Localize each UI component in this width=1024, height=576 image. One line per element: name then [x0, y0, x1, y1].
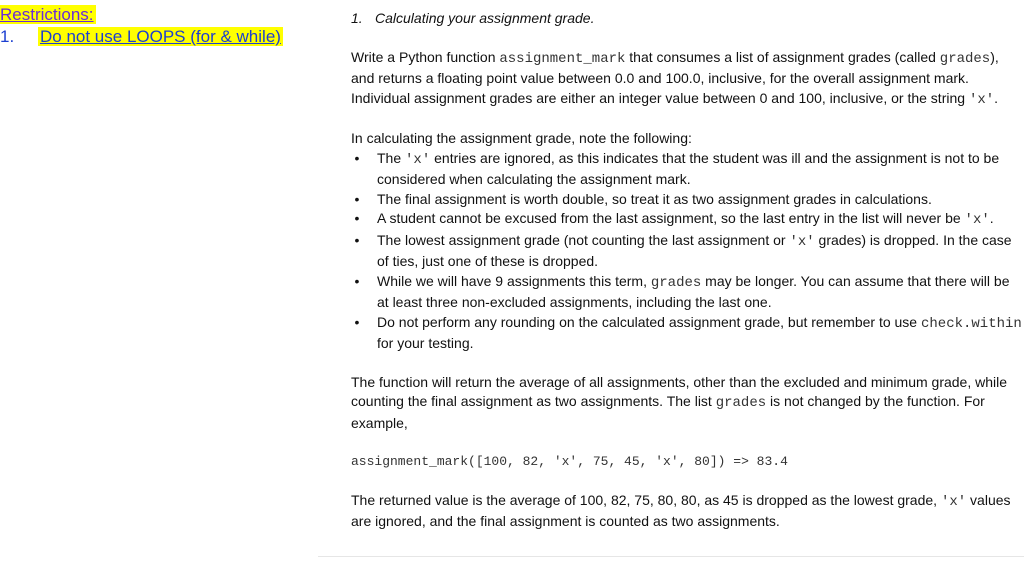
x-string-code: 'x'	[940, 493, 967, 510]
bullet-text: A student cannot be excused from the last assignment, so the last entry in the list will never be	[377, 210, 965, 226]
list-item	[351, 190, 1023, 210]
list-item	[351, 313, 1023, 354]
grades-code: grades	[650, 274, 702, 291]
intro-text-3: ), and returns a floating point value between 0.0 and 100.0, inclusive, for the overall assignment mark. Individual assignment grades are either an integer value between 0 and 100, inclusive, or the string	[351, 48, 999, 106]
bullet-icon: •	[354, 149, 360, 166]
notes-intro: In calculating the assignment grade, note the following:	[351, 130, 692, 146]
intro-text-1: Write a Python function	[351, 48, 500, 65]
intro-paragraph	[351, 48, 1023, 111]
x-string-code: 'x'	[964, 212, 990, 228]
bullet-text: entries are ignored, as this indicates that the student was ill and the assignment is not to be considered when calculating the assignment mark.	[377, 149, 1000, 187]
list-item	[351, 209, 1023, 231]
returned-text-1: The returned value is the average of 100, 82, 75, 80, 80, as 45 is dropped as the lowest grade,	[351, 491, 941, 508]
page-divider	[318, 556, 1024, 557]
restriction-number: 1.	[0, 27, 15, 46]
result-text-1: The function will return the average of all assignments, other than the excluded and minimum grade, while counting the final assignment as two assignments. The list	[351, 373, 1008, 409]
grades-code: grades	[715, 395, 767, 411]
bullet-icon: •	[354, 231, 360, 248]
bullet-icon: •	[354, 313, 360, 330]
returned-paragraph	[351, 491, 1023, 532]
result-paragraph	[351, 373, 1023, 434]
x-string-code: 'x'	[405, 151, 431, 168]
list-item	[351, 231, 1023, 272]
heading-text: Calculating your assignment grade.	[375, 10, 595, 26]
grades-code: grades	[939, 50, 991, 67]
bullet-icon: •	[354, 272, 360, 289]
returned-text-2: values are ignored, and the final assignment is counted as two assignments.	[351, 491, 1011, 529]
bullet-text: While we will have 9 assignments this term,	[377, 272, 651, 289]
bullet-text: The lowest assignment grade (not counting the last assignment or	[377, 231, 790, 248]
bullet-text: .	[989, 210, 994, 226]
result-text-2: is not changed by the function. For example,	[351, 393, 985, 431]
notes-list	[351, 149, 1023, 354]
x-string-code: 'x'	[789, 233, 815, 250]
bullet-text: The	[377, 149, 406, 166]
check-within-code: check.within	[920, 315, 1022, 332]
intro-text-4: .	[994, 89, 999, 106]
bullet-icon: •	[354, 210, 360, 226]
question-heading	[351, 9, 1023, 29]
restriction-item	[0, 26, 283, 48]
heading-number: 1.	[351, 10, 363, 26]
example-code: assignment_mark([100, 82, 'x', 75, 45, 'x', 80]) => 83.4	[351, 454, 788, 469]
bullet-text: The final assignment is worth double, so treat it as two assignment grades in calculations.	[377, 190, 932, 207]
list-item	[351, 149, 1023, 190]
bullet-text: Do not perform any rounding on the calculated assignment grade, but remember to use	[377, 313, 921, 330]
restrictions-note	[0, 4, 283, 48]
list-item	[351, 272, 1023, 313]
bullet-text: grades) is dropped. In the case of ties, just one of these is dropped.	[377, 231, 1012, 269]
restrictions-title: Restrictions:	[0, 5, 94, 24]
bullet-icon: •	[354, 190, 360, 207]
restriction-text: Do not use LOOPS (for & while)	[40, 27, 281, 46]
assignment-document	[351, 9, 1023, 532]
x-string-code: 'x'	[968, 91, 995, 108]
intro-text-2: that consumes a list of assignment grades (called	[625, 48, 940, 65]
bullet-text: for your testing.	[377, 335, 474, 351]
bullet-text: may be longer. You can assume that there will be at least three non-excluded assignments, including the last one.	[377, 272, 1010, 310]
function-name-code: assignment_mark	[499, 50, 626, 67]
